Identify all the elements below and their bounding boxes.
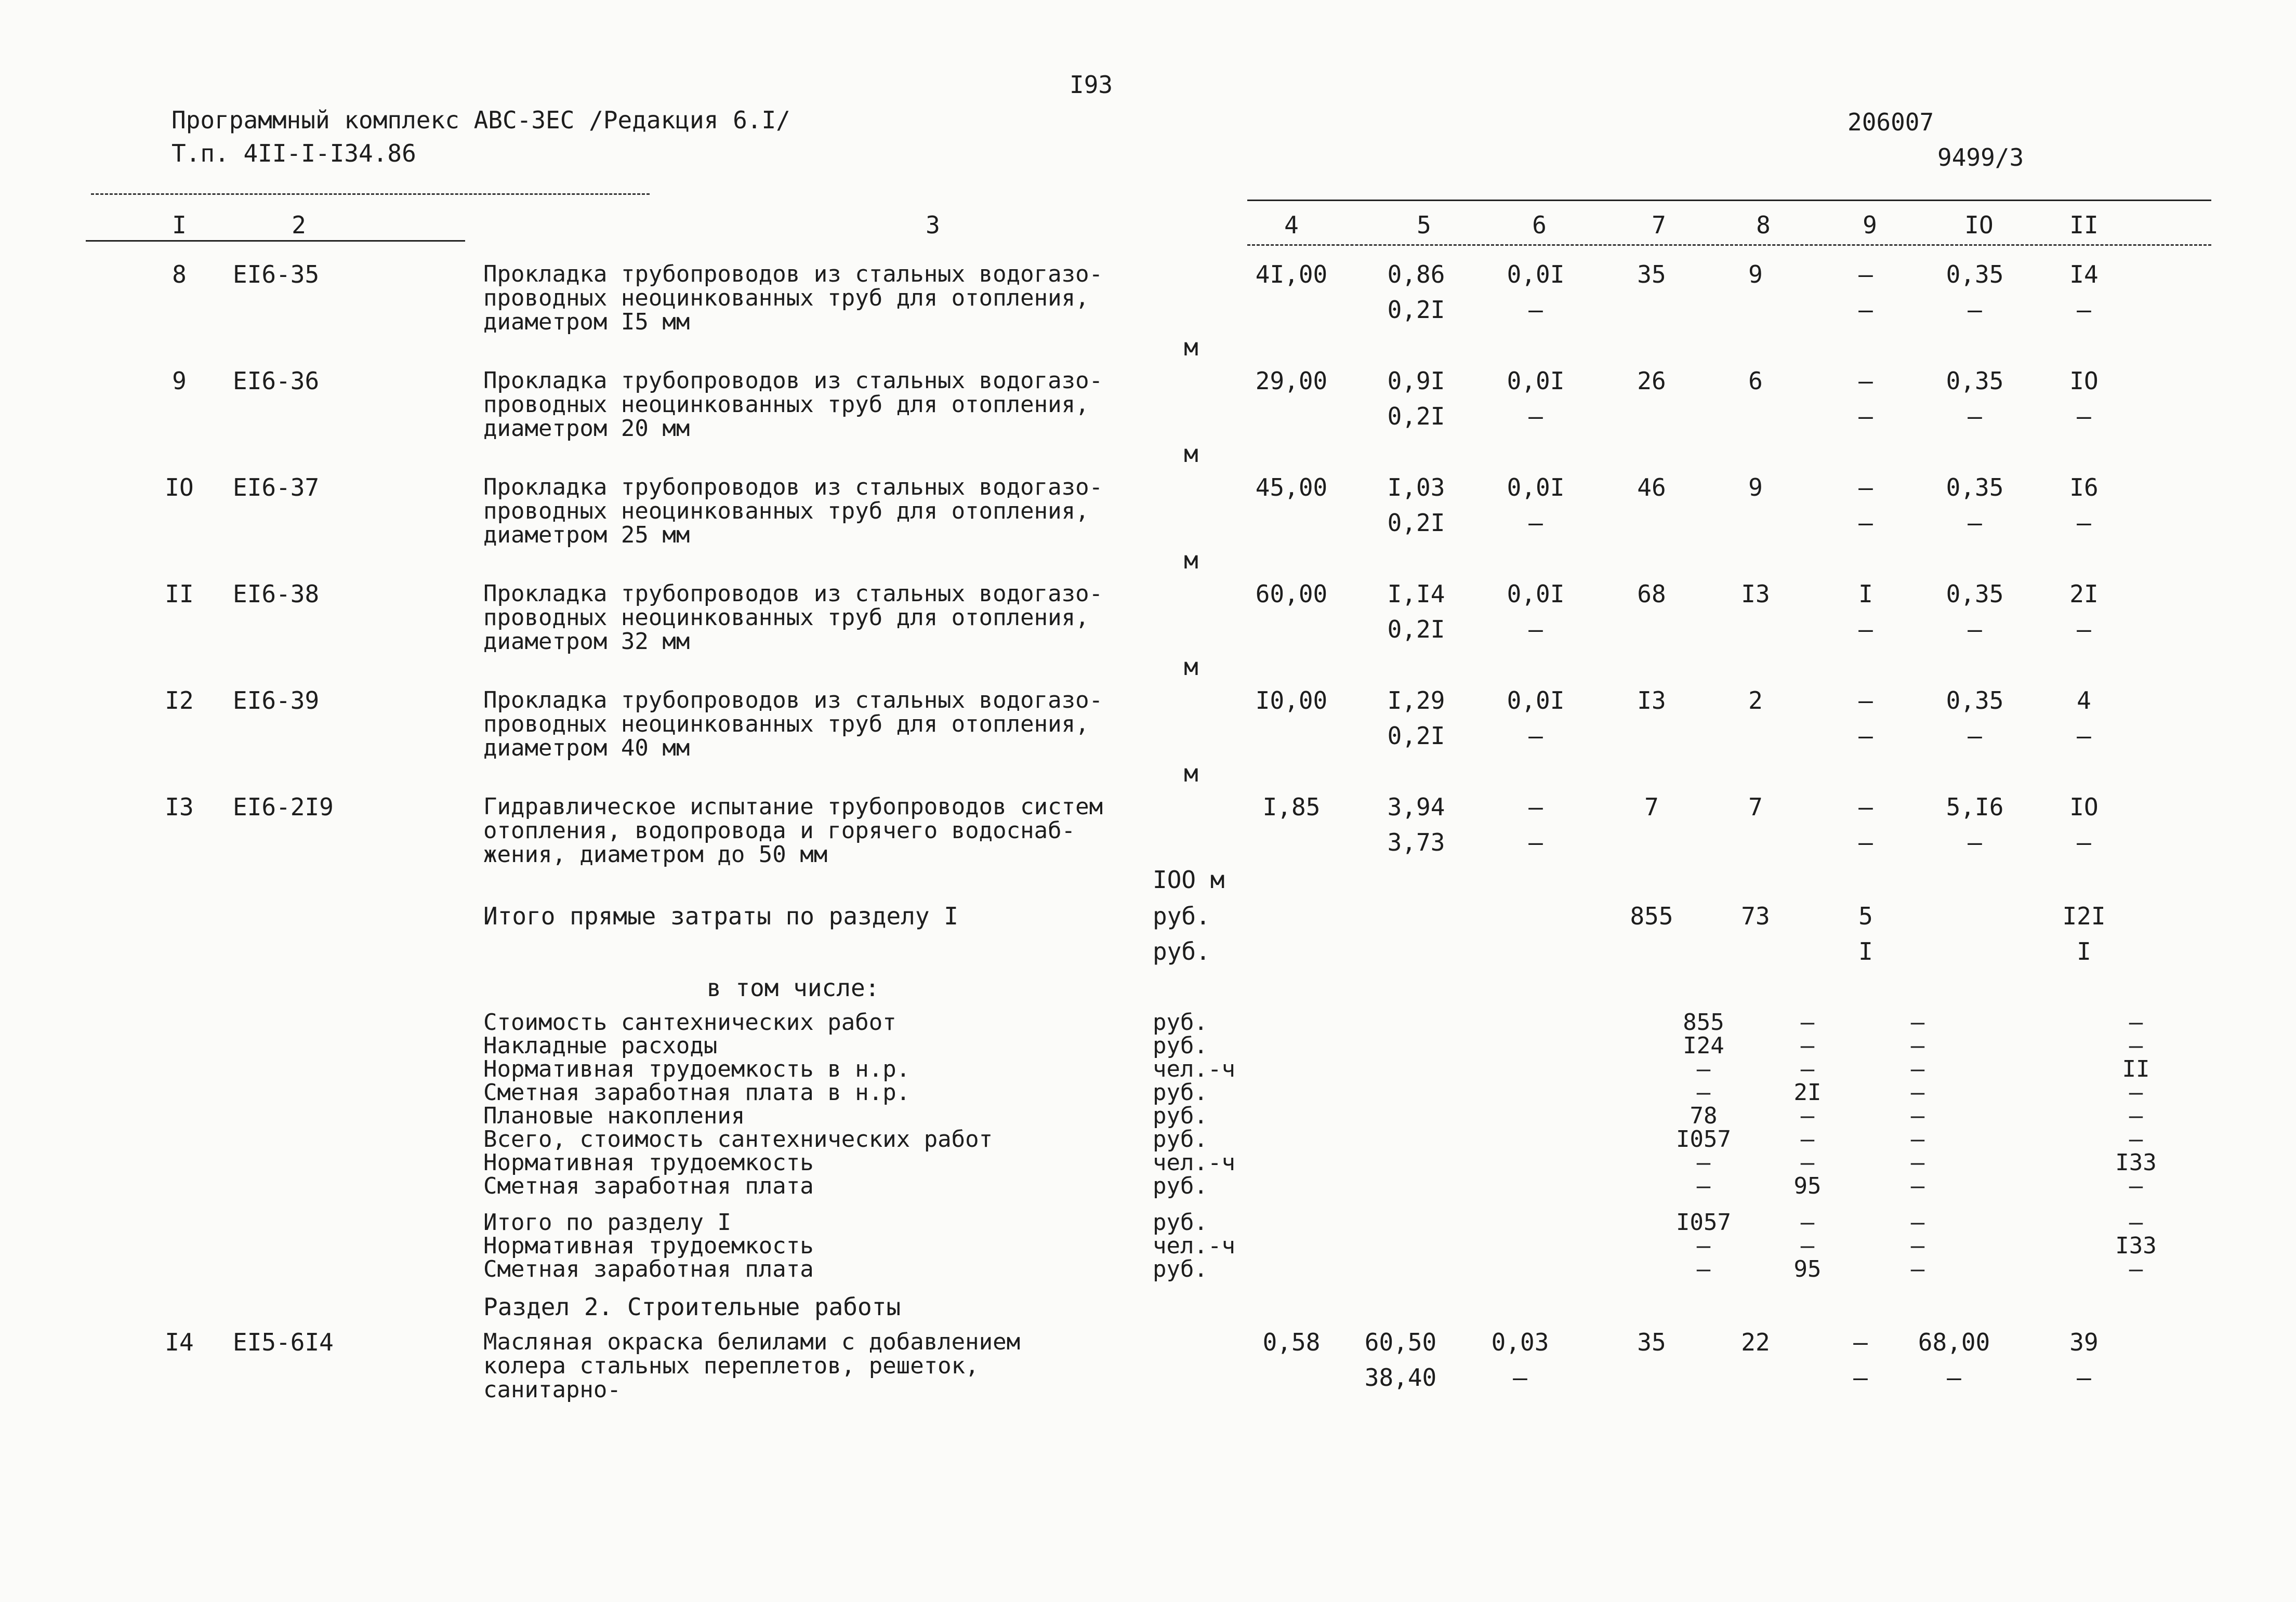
rate-code: EI6-39 <box>233 686 320 714</box>
section-total-label: Нормативная трудоемкость <box>483 1233 814 1259</box>
labor-norm-sub: – <box>1968 296 1982 324</box>
labor-total-sub: I <box>2077 937 2091 965</box>
total-cost: 35 <box>1637 260 1666 288</box>
total-wage: – <box>1800 1103 1815 1129</box>
row-number: I3 <box>165 793 194 821</box>
unit-of-measure: руб. <box>1153 1032 1208 1059</box>
breakdown-label: Всего, стоимость сантехнических работ <box>483 1126 993 1153</box>
total-wage: – <box>1800 1126 1815 1153</box>
description-line: Масляная окраска белилами с добавлением <box>483 1329 1021 1355</box>
total-machine: – <box>1858 686 1873 714</box>
labor-norm: 0,35 <box>1946 580 2004 608</box>
description-line: Прокладка трубопроводов из стальных водогазо- <box>483 474 1103 500</box>
breakdown-label: Нормативная трудоемкость в н.р. <box>483 1056 911 1082</box>
total-wage: 73 <box>1741 902 1770 930</box>
total-machine-wage: – <box>1858 509 1873 537</box>
total-wage: 7 <box>1748 793 1763 821</box>
row-number: I4 <box>165 1328 194 1356</box>
column-rule-left <box>86 240 465 242</box>
section-total-label: Сметная заработная плата <box>483 1256 814 1282</box>
machine-wage: – <box>1528 615 1543 643</box>
unit-of-measure: руб. <box>1153 1173 1208 1199</box>
breakdown-label: Стоимость сантехнических работ <box>483 1009 896 1036</box>
machine-wage: – <box>1513 1363 1527 1392</box>
labor-total-sub: – <box>2077 828 2091 856</box>
description-line: проводных неоцинкованных труб для отопления, <box>483 604 1089 631</box>
doc-number: 9499/3 <box>1937 143 2024 171</box>
labor-norm-sub: – <box>1968 828 1982 856</box>
machine-cost: 0,0I <box>1507 367 1565 395</box>
labor-total: II <box>2122 1056 2150 1082</box>
work-description <box>483 262 1103 334</box>
quantity: 29,00 <box>1255 367 1328 395</box>
total-machine: – <box>1910 1256 1925 1282</box>
labor-total: I2I <box>2062 902 2106 930</box>
total-machine: – <box>1858 367 1873 395</box>
description-line: проводных неоцинкованных труб для отопления, <box>483 498 1089 524</box>
rate-code: EI6-2I9 <box>233 793 334 821</box>
total-cost: 26 <box>1637 367 1666 395</box>
unit-of-measure: м <box>1184 653 1198 681</box>
labor-norm: 0,35 <box>1946 260 2004 288</box>
total-wage: 9 <box>1748 260 1763 288</box>
unit-of-measure: руб. <box>1153 1126 1208 1153</box>
total-wage: 2I <box>1793 1079 1822 1106</box>
machine-wage: – <box>1528 296 1543 324</box>
rate-code: EI6-37 <box>233 473 320 501</box>
total-machine: – <box>1910 1032 1925 1059</box>
unit-wage: 0,2I <box>1387 509 1445 537</box>
total-machine-wage: – <box>1858 402 1873 430</box>
labor-norm-sub: – <box>1968 615 1982 643</box>
description-line: колера стальных переплетов, решеток, <box>483 1353 979 1379</box>
column-header: 5 <box>1417 211 1431 239</box>
machine-cost: 0,0I <box>1507 686 1565 714</box>
total-wage: 2 <box>1748 686 1763 714</box>
total-machine: 5 <box>1858 902 1873 930</box>
labor-norm-sub: – <box>1968 402 1982 430</box>
total-wage: – <box>1800 1056 1815 1082</box>
labor-norm-sub: – <box>1968 509 1982 537</box>
total-wage: 9 <box>1748 473 1763 501</box>
quantity: I0,00 <box>1255 686 1328 714</box>
machine-wage: – <box>1528 722 1543 750</box>
unit-cost: 0,9I <box>1387 367 1445 395</box>
total-machine-wage: I <box>1858 937 1873 965</box>
total-cost: – <box>1696 1149 1711 1176</box>
section-2-title: Раздел 2. Строительные работы <box>483 1293 901 1321</box>
description-line: Прокладка трубопроводов из стальных водогазо- <box>483 367 1103 394</box>
labor-total-sub: – <box>2077 1363 2091 1392</box>
quantity: I,85 <box>1262 793 1321 821</box>
total-machine-wage: – <box>1858 722 1873 750</box>
total-machine: – <box>1910 1126 1925 1153</box>
labor-total: I6 <box>2069 473 2099 501</box>
total-cost: – <box>1696 1173 1711 1199</box>
unit-wage: 0,2I <box>1387 402 1445 430</box>
header-rule-right <box>1247 200 2211 201</box>
total-cost: I057 <box>1676 1126 1731 1153</box>
total-cost: I057 <box>1676 1209 1731 1236</box>
description-line: диаметром 32 мм <box>483 628 690 655</box>
labor-total: – <box>2129 1009 2143 1036</box>
unit-cost: 60,50 <box>1364 1328 1437 1356</box>
description-line: диаметром 40 мм <box>483 735 690 761</box>
unit-of-measure: м <box>1184 759 1198 787</box>
unit-of-measure: м <box>1184 333 1198 361</box>
labor-total: 4 <box>2077 686 2091 714</box>
unit-cost: 0,86 <box>1387 260 1445 288</box>
work-description <box>483 795 1103 867</box>
including-label: в том числе: <box>707 974 880 1002</box>
unit-of-measure: м <box>1184 546 1198 574</box>
unit-wage: 0,2I <box>1387 615 1445 643</box>
unit-of-measure: чел.-ч <box>1153 1056 1235 1082</box>
total-wage: – <box>1800 1032 1815 1059</box>
total-machine: – <box>1858 793 1873 821</box>
program-title: Программный комплекс АВС-ЗЕС /Редакция 6.I/ <box>171 106 790 134</box>
column-header: IO <box>1964 211 1994 239</box>
description-line: диаметром I5 мм <box>483 309 690 335</box>
unit-of-measure: чел.-ч <box>1153 1233 1235 1259</box>
labor-total: – <box>2129 1079 2143 1106</box>
total-machine: – <box>1858 260 1873 288</box>
description-line: Прокладка трубопроводов из стальных водогазо- <box>483 687 1103 713</box>
unit-wage: 38,40 <box>1364 1363 1437 1392</box>
column-header: 3 <box>926 211 940 239</box>
labor-total-sub: – <box>2077 296 2091 324</box>
unit-of-measure: руб. <box>1153 1009 1208 1036</box>
total-cost: – <box>1696 1233 1711 1259</box>
description-line: Гидравлическое испытание трубопроводов систем <box>483 793 1103 820</box>
total-machine: – <box>1910 1079 1925 1106</box>
description-line: диаметром 25 мм <box>483 522 690 548</box>
machine-cost: 0,0I <box>1507 260 1565 288</box>
labor-total: I4 <box>2069 260 2099 288</box>
quantity: 60,00 <box>1255 580 1328 608</box>
labor-total: – <box>2129 1173 2143 1199</box>
labor-total: – <box>2129 1032 2143 1059</box>
total-machine-wage: – <box>1858 828 1873 856</box>
labor-norm: 0,35 <box>1946 686 2004 714</box>
unit-of-measure: руб. <box>1153 1079 1208 1106</box>
quantity: 4I,00 <box>1255 260 1328 288</box>
row-number: IO <box>165 473 194 501</box>
total-machine: – <box>1858 473 1873 501</box>
unit-of-measure: руб. <box>1153 1103 1208 1129</box>
labor-norm: 0,35 <box>1946 473 2004 501</box>
total-machine-wage: – <box>1853 1363 1868 1392</box>
description-line: Прокладка трубопроводов из стальных водогазо- <box>483 261 1103 287</box>
work-description <box>483 369 1103 441</box>
row-number: 8 <box>172 260 187 288</box>
unit-of-measure: руб. <box>1153 1256 1208 1282</box>
unit-cost: I,03 <box>1387 473 1445 501</box>
rate-code: EI6-36 <box>233 367 320 395</box>
column-header: 6 <box>1532 211 1547 239</box>
labor-norm-sub: – <box>1947 1363 1961 1392</box>
labor-total: I33 <box>2115 1149 2157 1176</box>
description-line: Прокладка трубопроводов из стальных водогазо- <box>483 580 1103 607</box>
labor-total-sub: – <box>2077 509 2091 537</box>
total-cost: – <box>1696 1056 1711 1082</box>
labor-total: – <box>2129 1256 2143 1282</box>
total-wage: – <box>1800 1209 1815 1236</box>
total-wage: – <box>1800 1233 1815 1259</box>
total-cost: 46 <box>1637 473 1666 501</box>
total-machine: – <box>1910 1056 1925 1082</box>
header-rule-left <box>91 193 650 195</box>
column-rule-right <box>1247 244 2211 246</box>
labor-norm: 68,00 <box>1918 1328 1990 1356</box>
unit-of-measure: руб. <box>1153 937 1210 965</box>
breakdown-label: Накладные расходы <box>483 1032 718 1059</box>
unit-wage: 3,73 <box>1387 828 1445 856</box>
row-number: I2 <box>165 686 194 714</box>
total-wage: 22 <box>1741 1328 1770 1356</box>
machine-cost: 0,0I <box>1507 580 1565 608</box>
section-total-label: Итого по разделу I <box>483 1209 731 1236</box>
labor-total: IO <box>2069 793 2099 821</box>
description-line: проводных неоцинкованных труб для отопления, <box>483 391 1089 418</box>
total-wage: I3 <box>1741 580 1770 608</box>
unit-cost: 3,94 <box>1387 793 1445 821</box>
row-number: II <box>165 580 194 608</box>
rate-code: EI5-6I4 <box>233 1328 334 1356</box>
total-wage: 95 <box>1793 1256 1822 1282</box>
rate-code: EI6-35 <box>233 260 320 288</box>
work-description <box>483 689 1103 760</box>
labor-total: – <box>2129 1126 2143 1153</box>
breakdown-label: Сметная заработная плата в н.р. <box>483 1079 911 1106</box>
machine-wage: – <box>1528 509 1543 537</box>
total-machine-wage: – <box>1858 296 1873 324</box>
unit-of-measure: руб. <box>1153 1209 1208 1236</box>
rate-code: EI6-38 <box>233 580 320 608</box>
total-machine: – <box>1910 1103 1925 1129</box>
labor-norm: 0,35 <box>1946 367 2004 395</box>
labor-norm: 5,I6 <box>1946 793 2004 821</box>
row-number: 9 <box>172 367 187 395</box>
description-line: жения, диаметром до 50 мм <box>483 841 828 868</box>
total-cost: 855 <box>1630 902 1673 930</box>
total-machine: – <box>1853 1328 1868 1356</box>
total-cost: 35 <box>1637 1328 1666 1356</box>
machine-cost: – <box>1528 793 1543 821</box>
total-machine-wage: – <box>1858 615 1873 643</box>
column-header: II <box>2069 211 2099 239</box>
quantity: 0,58 <box>1262 1328 1321 1356</box>
labor-total-sub: – <box>2077 402 2091 430</box>
page-number: I93 <box>1070 71 1113 99</box>
column-header: 4 <box>1284 211 1299 239</box>
work-description <box>483 582 1103 654</box>
total-cost: 855 <box>1683 1009 1724 1036</box>
total-machine: – <box>1910 1233 1925 1259</box>
labor-norm-sub: – <box>1968 722 1982 750</box>
project-number: Т.п. 4II-I-I34.86 <box>171 139 416 167</box>
column-header: 2 <box>292 211 306 239</box>
unit-cost: I,I4 <box>1387 580 1445 608</box>
machine-cost: 0,03 <box>1491 1328 1549 1356</box>
work-description <box>483 1330 1020 1402</box>
total-cost: 7 <box>1644 793 1659 821</box>
total-machine: – <box>1910 1009 1925 1036</box>
total-wage: – <box>1800 1009 1815 1036</box>
total-wage: – <box>1800 1149 1815 1176</box>
column-header: 9 <box>1863 211 1877 239</box>
column-header: 8 <box>1756 211 1771 239</box>
code-number: 206007 <box>1848 108 1934 136</box>
labor-total: – <box>2129 1209 2143 1236</box>
labor-total: – <box>2129 1103 2143 1129</box>
total-cost: – <box>1696 1256 1711 1282</box>
unit-cost: I,29 <box>1387 686 1445 714</box>
labor-total: IO <box>2069 367 2099 395</box>
labor-total: I33 <box>2115 1233 2157 1259</box>
breakdown-label: Нормативная трудоемкость <box>483 1149 814 1176</box>
breakdown-label: Плановые накопления <box>483 1103 745 1129</box>
unit-wage: 0,2I <box>1387 296 1445 324</box>
machine-cost: 0,0I <box>1507 473 1565 501</box>
unit-wage: 0,2I <box>1387 722 1445 750</box>
unit-of-measure: м <box>1184 440 1198 468</box>
total-machine: – <box>1910 1149 1925 1176</box>
unit-of-measure: IOO м <box>1153 866 1225 894</box>
total-cost: I3 <box>1637 686 1666 714</box>
total-cost: I24 <box>1683 1032 1724 1059</box>
labor-total: 2I <box>2069 580 2099 608</box>
total-cost: 68 <box>1637 580 1666 608</box>
unit-of-measure: руб. <box>1153 902 1210 930</box>
labor-total: 39 <box>2069 1328 2099 1356</box>
machine-wage: – <box>1528 828 1543 856</box>
description-line: диаметром 20 мм <box>483 415 690 442</box>
labor-total-sub: – <box>2077 722 2091 750</box>
total-cost: – <box>1696 1079 1711 1106</box>
total-machine: – <box>1910 1173 1925 1199</box>
unit-of-measure: чел.-ч <box>1153 1149 1235 1176</box>
total-cost: 78 <box>1690 1103 1718 1129</box>
total-direct-label: Итого прямые затраты по разделу I <box>483 902 958 930</box>
machine-wage: – <box>1528 402 1543 430</box>
description-line: отопления, водопровода и горячего водоснаб- <box>483 817 1076 844</box>
total-machine: – <box>1910 1209 1925 1236</box>
work-description <box>483 475 1103 547</box>
description-line: проводных неоцинкованных труб для отопления, <box>483 285 1089 311</box>
description-line: санитарно- <box>483 1376 621 1403</box>
total-wage: 95 <box>1793 1173 1822 1199</box>
description-line: проводных неоцинкованных труб для отопления, <box>483 711 1089 737</box>
total-machine: I <box>1858 580 1873 608</box>
column-header: 7 <box>1652 211 1666 239</box>
column-header: I <box>172 211 187 239</box>
labor-total-sub: – <box>2077 615 2091 643</box>
total-wage: 6 <box>1748 367 1763 395</box>
quantity: 45,00 <box>1255 473 1328 501</box>
breakdown-label: Сметная заработная плата <box>483 1173 814 1199</box>
